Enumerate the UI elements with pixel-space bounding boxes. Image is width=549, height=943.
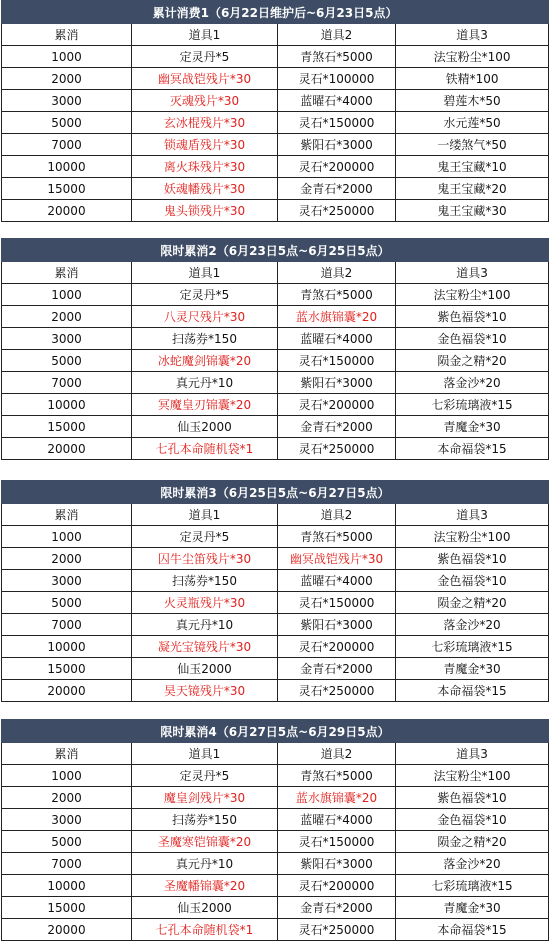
spend-threshold-cell: 2000: [2, 68, 132, 90]
reward-item-cell: 紫阳石*3000: [278, 853, 396, 875]
table-row: [2, 614, 549, 636]
spend-threshold-cell: 10000: [2, 394, 132, 416]
reward-item-cell: 囚牛尘笛残片*30: [132, 548, 278, 570]
reward-item-cell: 紫色福袋*10: [396, 787, 549, 809]
column-header: 道具2: [278, 24, 396, 46]
reward-item-cell: 圣魔幡锦囊*20: [132, 875, 278, 897]
column-header: 道具3: [396, 262, 549, 284]
spend-threshold-cell: 5000: [2, 112, 132, 134]
spend-threshold-cell: 3000: [2, 328, 132, 350]
reward-item-cell: 七孔本命随机袋*1: [132, 438, 278, 460]
header-row: [2, 743, 549, 765]
reward-item-cell: 鬼头锁残片*30: [132, 200, 278, 222]
reward-item-cell: 鬼王宝藏*20: [396, 178, 549, 200]
column-header: 道具3: [396, 24, 549, 46]
reward-item-cell: 水元莲*50: [396, 112, 549, 134]
reward-item-cell: 法宝粉尘*100: [396, 284, 549, 306]
table-row: [2, 526, 549, 548]
column-header: 累消: [2, 504, 132, 526]
reward-table: [1, 0, 549, 222]
table-row: [2, 548, 549, 570]
reward-item-cell: 紫阳石*3000: [278, 372, 396, 394]
spend-threshold-cell: 2000: [2, 548, 132, 570]
reward-item-cell: 法宝粉尘*100: [396, 46, 549, 68]
reward-item-cell: 幽冥战铠残片*30: [278, 548, 396, 570]
reward-item-cell: 定灵丹*5: [132, 46, 278, 68]
reward-item-cell: 昊天镜残片*30: [132, 680, 278, 702]
reward-item-cell: 青煞石*5000: [278, 46, 396, 68]
spend-threshold-cell: 1000: [2, 284, 132, 306]
reward-item-cell: 真元丹*10: [132, 372, 278, 394]
header-row: [2, 262, 549, 284]
table-row: [2, 46, 549, 68]
spend-threshold-cell: 20000: [2, 919, 132, 941]
table-row: [2, 919, 549, 941]
spend-threshold-cell: 7000: [2, 614, 132, 636]
spend-threshold-cell: 15000: [2, 416, 132, 438]
reward-item-cell: 仙玉2000: [132, 416, 278, 438]
spend-threshold-cell: 5000: [2, 592, 132, 614]
reward-item-cell: 灵石*150000: [278, 592, 396, 614]
reward-item-cell: 青魔金*30: [396, 658, 549, 680]
table-row: [2, 831, 549, 853]
reward-item-cell: 灵石*200000: [278, 394, 396, 416]
reward-item-cell: 定灵丹*5: [132, 284, 278, 306]
reward-item-cell: 妖魂幡残片*30: [132, 178, 278, 200]
table-row: [2, 306, 549, 328]
spend-threshold-cell: 5000: [2, 831, 132, 853]
reward-item-cell: 真元丹*10: [132, 853, 278, 875]
table-row: [2, 178, 549, 200]
reward-item-cell: 八灵尺残片*30: [132, 306, 278, 328]
reward-item-cell: 金色福袋*10: [396, 328, 549, 350]
reward-item-cell: 青魔金*30: [396, 416, 549, 438]
table-row: [2, 636, 549, 658]
table-row: [2, 897, 549, 919]
column-header: 累消: [2, 743, 132, 765]
table-row: [2, 394, 549, 416]
table-row: [2, 809, 549, 831]
table-row: [2, 90, 549, 112]
spend-threshold-cell: 3000: [2, 570, 132, 592]
spend-threshold-cell: 20000: [2, 680, 132, 702]
reward-item-cell: 灵石*200000: [278, 875, 396, 897]
column-header: 道具2: [278, 262, 396, 284]
reward-item-cell: 鬼王宝藏*10: [396, 156, 549, 178]
reward-item-cell: 本命福袋*15: [396, 919, 549, 941]
table-row: [2, 592, 549, 614]
spend-threshold-cell: 20000: [2, 200, 132, 222]
reward-item-cell: 七彩琉璃液*15: [396, 875, 549, 897]
column-header: 累消: [2, 24, 132, 46]
reward-item-cell: 金青石*2000: [278, 658, 396, 680]
table-row: [2, 765, 549, 787]
reward-item-cell: 鬼王宝藏*30: [396, 200, 549, 222]
column-header: 道具1: [132, 24, 278, 46]
reward-item-cell: 幽冥战铠残片*30: [132, 68, 278, 90]
reward-item-cell: 一缕煞气*50: [396, 134, 549, 156]
spend-threshold-cell: 2000: [2, 306, 132, 328]
reward-item-cell: 金色福袋*10: [396, 809, 549, 831]
reward-item-cell: 本命福袋*15: [396, 680, 549, 702]
spend-threshold-cell: 3000: [2, 90, 132, 112]
reward-item-cell: 落金沙*20: [396, 372, 549, 394]
reward-item-cell: 青煞石*5000: [278, 765, 396, 787]
reward-item-cell: 灵石*250000: [278, 200, 396, 222]
reward-item-cell: 青魔金*30: [396, 897, 549, 919]
reward-item-cell: 紫阳石*3000: [278, 134, 396, 156]
reward-table: [1, 238, 549, 460]
table-row: [2, 658, 549, 680]
reward-item-cell: 仙玉2000: [132, 658, 278, 680]
table-row: [2, 787, 549, 809]
reward-item-cell: 灵石*250000: [278, 919, 396, 941]
reward-item-cell: 扫荡券*150: [132, 570, 278, 592]
reward-item-cell: 蓝曜石*4000: [278, 809, 396, 831]
spend-threshold-cell: 7000: [2, 853, 132, 875]
spend-threshold-cell: 1000: [2, 765, 132, 787]
spend-threshold-cell: 10000: [2, 636, 132, 658]
reward-item-cell: 金色福袋*10: [396, 570, 549, 592]
reward-item-cell: 陨金之精*20: [396, 831, 549, 853]
reward-item-cell: 蓝曜石*4000: [278, 328, 396, 350]
reward-item-cell: 金青石*2000: [278, 897, 396, 919]
reward-item-cell: 真元丹*10: [132, 614, 278, 636]
reward-item-cell: 本命福袋*15: [396, 438, 549, 460]
reward-item-cell: 落金沙*20: [396, 853, 549, 875]
reward-item-cell: 铁精*100: [396, 68, 549, 90]
table-title: 限时累消3（6月25日5点~6月27日5点）: [2, 481, 549, 504]
reward-item-cell: 碧莲木*50: [396, 90, 549, 112]
reward-item-cell: 蓝水旗锦囊*20: [278, 306, 396, 328]
table-row: [2, 68, 549, 90]
column-header: 道具1: [132, 504, 278, 526]
reward-item-cell: 灵石*150000: [278, 112, 396, 134]
table-title: 累计消费1（6月22日维护后~6月23日5点）: [2, 1, 549, 24]
reward-item-cell: 圣魔寒铠锦囊*20: [132, 831, 278, 853]
spend-threshold-cell: 10000: [2, 875, 132, 897]
reward-item-cell: 灭魂残片*30: [132, 90, 278, 112]
table-row: [2, 438, 549, 460]
header-row: [2, 504, 549, 526]
reward-item-cell: 扫荡券*150: [132, 328, 278, 350]
reward-item-cell: 法宝粉尘*100: [396, 526, 549, 548]
reward-item-cell: 灵石*100000: [278, 68, 396, 90]
spend-threshold-cell: 1000: [2, 526, 132, 548]
reward-item-cell: 落金沙*20: [396, 614, 549, 636]
spend-threshold-cell: 1000: [2, 46, 132, 68]
spend-threshold-cell: 3000: [2, 809, 132, 831]
column-header: 道具2: [278, 504, 396, 526]
reward-item-cell: 仙玉2000: [132, 897, 278, 919]
table-row: [2, 200, 549, 222]
reward-item-cell: 凝光宝镜残片*30: [132, 636, 278, 658]
reward-table-block-1: [0, 0, 549, 222]
header-row: [2, 24, 549, 46]
reward-item-cell: 锁魂盾残片*30: [132, 134, 278, 156]
reward-item-cell: 金青石*2000: [278, 416, 396, 438]
reward-item-cell: 定灵丹*5: [132, 526, 278, 548]
table-row: [2, 134, 549, 156]
reward-item-cell: 玄冰棍残片*30: [132, 112, 278, 134]
table-row: [2, 372, 549, 394]
table-title: 限时累消2（6月23日5点~6月25日5点）: [2, 239, 549, 262]
reward-item-cell: 七孔本命随机袋*1: [132, 919, 278, 941]
reward-item-cell: 冰蛇魔剑锦囊*20: [132, 350, 278, 372]
table-row: [2, 112, 549, 134]
reward-item-cell: 蓝水旗锦囊*20: [278, 787, 396, 809]
reward-item-cell: 灵石*200000: [278, 156, 396, 178]
spend-threshold-cell: 7000: [2, 372, 132, 394]
spend-threshold-cell: 15000: [2, 658, 132, 680]
reward-item-cell: 紫阳石*3000: [278, 614, 396, 636]
table-row: [2, 328, 549, 350]
reward-item-cell: 金青石*2000: [278, 178, 396, 200]
spend-threshold-cell: 20000: [2, 438, 132, 460]
reward-item-cell: 青煞石*5000: [278, 284, 396, 306]
reward-item-cell: 青煞石*5000: [278, 526, 396, 548]
reward-item-cell: 灵石*200000: [278, 636, 396, 658]
reward-table-block-2: [0, 238, 549, 460]
column-header: 道具1: [132, 743, 278, 765]
table-row: [2, 350, 549, 372]
reward-item-cell: 紫色福袋*10: [396, 306, 549, 328]
spend-threshold-cell: 5000: [2, 350, 132, 372]
reward-item-cell: 陨金之精*20: [396, 592, 549, 614]
reward-item-cell: 魔皇剑残片*30: [132, 787, 278, 809]
reward-table: [1, 480, 549, 702]
reward-item-cell: 火灵瓶残片*30: [132, 592, 278, 614]
reward-item-cell: 七彩琉璃液*15: [396, 636, 549, 658]
column-header: 道具3: [396, 743, 549, 765]
spend-threshold-cell: 15000: [2, 178, 132, 200]
reward-item-cell: 定灵丹*5: [132, 765, 278, 787]
column-header: 累消: [2, 262, 132, 284]
reward-item-cell: 蓝曜石*4000: [278, 570, 396, 592]
column-header: 道具1: [132, 262, 278, 284]
reward-item-cell: 冥魔皇刃锦囊*20: [132, 394, 278, 416]
reward-item-cell: 紫色福袋*10: [396, 548, 549, 570]
table-row: [2, 875, 549, 897]
reward-item-cell: 法宝粉尘*100: [396, 765, 549, 787]
table-row: [2, 570, 549, 592]
reward-table-block-3: [0, 480, 549, 702]
table-row: [2, 853, 549, 875]
reward-item-cell: 蓝曜石*4000: [278, 90, 396, 112]
reward-item-cell: 灵石*250000: [278, 438, 396, 460]
spend-threshold-cell: 15000: [2, 897, 132, 919]
reward-table-block-4: [0, 719, 549, 941]
reward-item-cell: 陨金之精*20: [396, 350, 549, 372]
table-row: [2, 156, 549, 178]
reward-item-cell: 灵石*150000: [278, 350, 396, 372]
reward-item-cell: 七彩琉璃液*15: [396, 394, 549, 416]
reward-item-cell: 灵石*150000: [278, 831, 396, 853]
reward-item-cell: 离火珠残片*30: [132, 156, 278, 178]
table-title: 限时累消4（6月27日5点~6月29日5点）: [2, 720, 549, 743]
spend-threshold-cell: 2000: [2, 787, 132, 809]
spend-threshold-cell: 10000: [2, 156, 132, 178]
column-header: 道具2: [278, 743, 396, 765]
table-row: [2, 284, 549, 306]
reward-item-cell: 扫荡券*150: [132, 809, 278, 831]
table-row: [2, 416, 549, 438]
table-row: [2, 680, 549, 702]
reward-item-cell: 灵石*250000: [278, 680, 396, 702]
column-header: 道具3: [396, 504, 549, 526]
reward-table: [1, 719, 549, 941]
spend-threshold-cell: 7000: [2, 134, 132, 156]
